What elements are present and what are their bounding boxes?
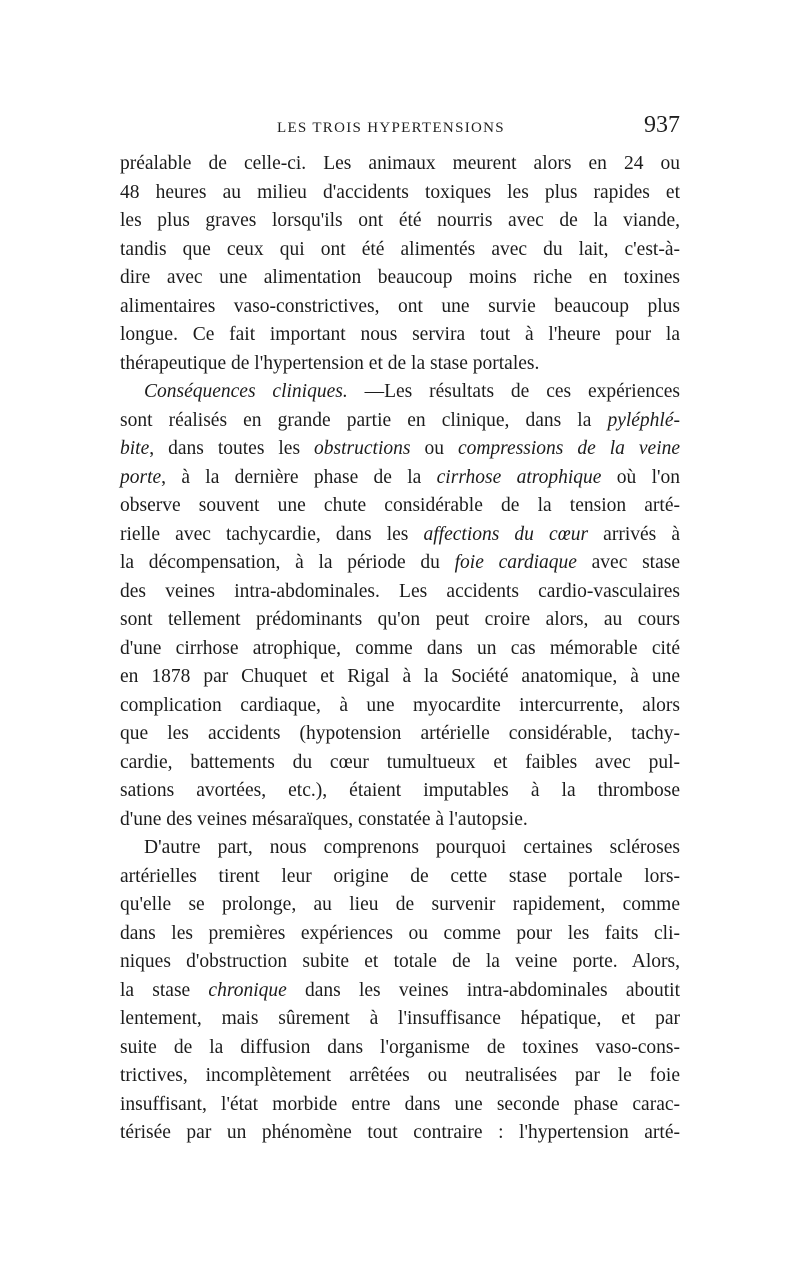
text-run: arrivés à [588,523,681,545]
text-line: observe souvent une chute considérable de la tension arté- [120,495,680,516]
text-line: dire avec une alimentation beaucoup moins riche en toxines [120,267,680,288]
paragraph-2 [120,378,680,834]
text-line: en 1878 par Chuquet et Rigal à la Société anatomique, à une [120,666,680,687]
text-run: dans les veines intra-abdominales aboutit [286,979,681,1001]
text-line: artérielles tirent leur origine de cette stase portale lors- [120,865,680,887]
text-line: D'autre part, nous comprenons pourquoi certaines scléroses [144,837,680,858]
text-run: la stase [120,979,209,1001]
text-line: trictives, incomplètement arrêtées ou neutralisées par le foie [120,1065,680,1086]
text-line [120,378,680,407]
text-line: cardie, battements du cœur tumultueux et faibles avec pul- [120,751,680,773]
text-line: sations avortées, etc.), étaient imputables à la thrombose [120,780,680,801]
section-heading: Conséquences cliniques. [144,381,348,402]
text-line [120,407,680,436]
text-run: , à la dernière phase de la [161,466,437,488]
text-line: les plus graves lorsqu'ils ont été nourris avec de la viande, [120,210,680,231]
text-run: sont réalisés en grande partie en clinique, dans la [120,409,608,431]
text-run: rielle avec tachycardie, dans les [120,523,424,545]
text-line: qu'elle se prolonge, au lieu de survenir rapidement, comme [120,894,680,915]
italic-run: bite [120,438,150,459]
text-line: que les accidents (hypotension artérielle considérable, tachy- [120,723,680,744]
text-line [120,464,680,493]
text-run: avec stase [576,552,680,573]
text-line: sont tellement prédominants qu'on peut croire alors, au cours [120,609,680,630]
text-line: d'une des veines mésaraïques, constatée à l'autopsie. [120,808,528,830]
text-line [120,977,680,1006]
paragraph-3 [120,834,680,1148]
page-header [120,112,680,146]
text-line: dans les premières expériences ou comme pour les faits cli- [120,922,680,944]
text-line: lentement, mais sûrement à l'insuffisance hépatique, et par [120,1008,680,1029]
text-line: thérapeutique de l'hypertension et de la stase portales. [120,352,540,374]
text-run: où l'on [601,466,681,488]
page-number: 937 [644,112,680,138]
text-line: alimentaires vaso-constrictives, ont une survie beaucoup plus [120,295,680,317]
text-line [120,435,680,464]
text-line [120,521,680,550]
text-line: 48 heures au milieu d'accidents toxiques les plus rapides et [120,181,680,203]
body-text [120,150,680,1148]
italic-run: affections du cœur [423,523,589,545]
italic-run: foie cardiaque [454,552,577,573]
text-line: longue. Ce fait important nous servira tout à l'heure pour la [120,324,680,345]
text-run: , dans toutes les [149,438,315,459]
text-line: insuffisant, l'état morbide entre dans une seconde phase carac- [120,1093,680,1115]
text-line: préalable de celle-ci. Les animaux meurent alors en 24 ou [120,153,680,174]
italic-run: obstructions [314,438,411,459]
text-run: ou [410,438,458,459]
italic-run: pyléphlé- [607,409,680,431]
paragraph-1 [120,150,680,378]
text-line: tandis que ceux qui ont été alimentés avec du lait, c'est-à- [120,238,680,260]
italic-run: porte [120,466,162,488]
text-line: d'une cirrhose atrophique, comme dans un cas mémorable cité [120,637,680,659]
text-line: complication cardiaque, à une myocardite intercurrente, alors [120,694,680,716]
italic-run: cirrhose atrophique [436,466,602,488]
text-line [120,549,680,578]
text-line: térisée par un phénomène tout contraire : l'hypertension arté- [120,1122,680,1143]
running-title: LES TROIS HYPERTENSIONS [277,120,505,136]
italic-run: chronique [208,979,287,1001]
text-line: niques d'obstruction subite et totale de la veine porte. Alors, [120,951,680,972]
text-run: —Les résultats de ces expériences [347,381,680,402]
italic-run: compressions de la veine [457,438,681,459]
text-run: la décompensation, à la période du [120,552,455,573]
text-line: suite de la diffusion dans l'organisme de toxines vaso-cons- [120,1036,680,1058]
text-line: des veines intra-abdominales. Les accidents cardio-vasculaires [120,580,680,602]
